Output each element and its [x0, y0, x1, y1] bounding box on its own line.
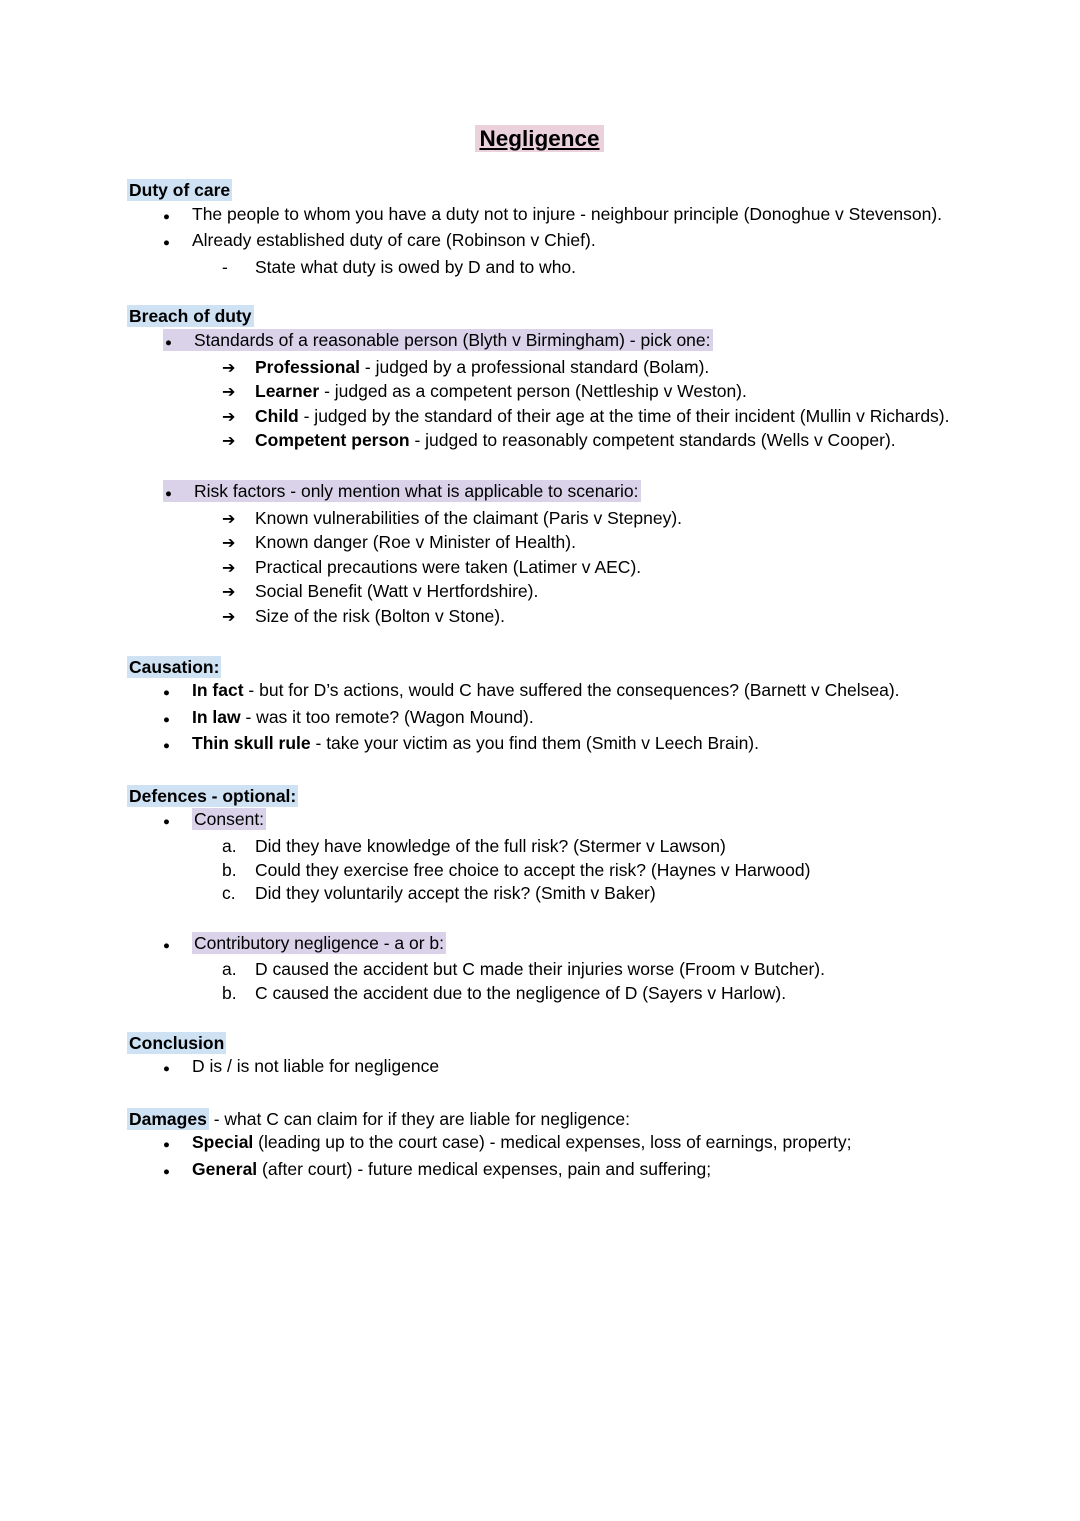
arrow-bullet-icon: ➔	[222, 559, 236, 577]
list-item	[127, 580, 952, 605]
arrow-bullet-icon: ➔	[222, 408, 236, 426]
text-segment: Standards of a reasonable person (Blyth v Birmingham) - pick one:	[194, 329, 711, 350]
bullet-icon: ●	[165, 487, 172, 500]
text-segment: Defences - optional:	[129, 785, 297, 806]
list-item	[127, 958, 952, 982]
arrow-bullet-icon: ➔	[222, 433, 236, 451]
document-page	[0, 124, 1080, 1521]
list-item	[127, 203, 952, 230]
list-item	[127, 507, 952, 532]
section-heading	[127, 1108, 952, 1132]
text-segment: Special	[192, 1132, 254, 1153]
list-item	[127, 679, 952, 706]
text-segment: Causation:	[129, 656, 220, 677]
list-item	[127, 531, 952, 556]
arrow-bullet-icon: ➔	[222, 384, 236, 402]
text-segment: State what duty is owed by D and to who.	[255, 256, 577, 277]
list-item	[127, 732, 952, 759]
text-segment: - judged by the standard of their age at the time of their incident (Mullin v Richards).	[298, 405, 950, 426]
text-segment: Competent person	[255, 430, 410, 451]
text-segment: Known vulnerabilities of the claimant (Paris v Stepney).	[255, 507, 683, 528]
text-segment: Professional	[255, 356, 361, 377]
text-segment: Did they voluntarily accept the risk? (Smith v Baker)	[255, 883, 656, 904]
text-segment: Breach of duty	[129, 306, 252, 327]
arrow-bullet-icon: ➔	[222, 510, 236, 528]
text-segment: In fact	[192, 680, 244, 701]
text-segment: General	[192, 1159, 258, 1179]
bullet-icon: ●	[163, 816, 170, 829]
text-segment: - was it too remote? (Wagon Mound).	[240, 706, 534, 727]
text-segment: Already established duty of care (Robinson v Chief).	[192, 230, 596, 251]
text-segment: Learner	[255, 381, 320, 402]
list-item	[127, 982, 952, 1006]
list-item	[127, 1055, 952, 1082]
text-segment: Practical precautions were taken (Latimer v AEC).	[255, 556, 642, 577]
text-segment: - but for D’s actions, would C have suffered the consequences? (Barnett v Chelsea).	[243, 680, 900, 701]
text-segment: The people to whom you have a duty not to injure - neighbour principle (Donoghue v Stevenson).	[192, 203, 943, 224]
list-item	[127, 405, 952, 430]
bullet-icon: ●	[163, 687, 170, 700]
section-heading	[127, 179, 952, 203]
text-segment: Child	[255, 405, 299, 426]
text-segment: C caused the accident due to the negligence of D (Sayers v Harlow).	[255, 983, 787, 1004]
arrow-bullet-icon: ➔	[222, 584, 236, 602]
text-segment: Thin skull rule	[192, 733, 311, 754]
text-segment: Social Benefit (Watt v Hertfordshire).	[255, 581, 539, 602]
list-item	[127, 706, 952, 733]
section-heading	[127, 656, 952, 680]
bullet-icon: ●	[163, 713, 170, 726]
text-segment: Could they exercise free choice to accept the risk? (Haynes v Harwood)	[255, 859, 811, 880]
arrow-bullet-icon: ➔	[222, 359, 236, 377]
list-item	[127, 429, 952, 454]
section-heading	[127, 785, 952, 809]
text-segment: Contributory negligence - a or b:	[194, 932, 444, 953]
text-segment: - judged to reasonably competent standards (Wells v Cooper).	[409, 430, 896, 451]
highlighted-line	[163, 480, 641, 502]
bullet-icon: ●	[163, 1166, 170, 1178]
arrow-bullet-icon: ➔	[222, 608, 236, 626]
list-item	[127, 932, 952, 959]
list-item	[127, 256, 952, 280]
text-segment: Conclusion	[129, 1032, 225, 1053]
bullet-icon: ●	[163, 740, 170, 753]
list-item	[127, 229, 952, 256]
list-item	[127, 882, 952, 906]
text-segment: - take your victim as you find them (Smith v Leech Brain).	[310, 733, 760, 754]
letter-marker: b.	[222, 859, 237, 880]
dash-marker: -	[222, 256, 228, 277]
text-segment: Risk factors - only mention what is applicable to scenario:	[194, 480, 639, 501]
letter-marker: a.	[222, 836, 237, 857]
text-segment: (leading up to the court case) - medical expenses, loss of earnings, property;	[253, 1132, 852, 1153]
list-item	[127, 808, 952, 835]
bullet-icon: ●	[165, 336, 172, 349]
text-segment: Damages	[129, 1108, 207, 1129]
text-segment: - what C can claim for if they are liable for negligence:	[208, 1108, 630, 1129]
list-item	[127, 605, 952, 630]
document-body	[127, 179, 952, 1185]
text-segment: (after court) - future medical expenses, pain and suffering;	[257, 1159, 712, 1179]
document-title	[127, 124, 952, 153]
text-segment: Did they have knowledge of the full risk? (Stermer v Lawson)	[255, 836, 726, 857]
bullet-icon: ●	[163, 210, 170, 223]
letter-marker: a.	[222, 959, 237, 980]
highlighted-line	[163, 329, 713, 351]
list-item	[127, 556, 952, 581]
list-item	[127, 1158, 952, 1185]
text-segment: D is / is not liable for negligence	[192, 1056, 440, 1077]
text-segment: D caused the accident but C made their injuries worse (Froom v Butcher).	[255, 959, 825, 980]
list-item	[127, 356, 952, 381]
text-segment: In law	[192, 706, 241, 727]
text-segment: - judged by a professional standard (Bolam).	[360, 356, 710, 377]
text-segment: Duty of care	[129, 180, 231, 200]
letter-marker: c.	[222, 883, 236, 904]
list-item	[127, 380, 952, 405]
bullet-icon: ●	[163, 237, 170, 250]
section-heading	[127, 305, 952, 329]
list-item	[127, 329, 952, 356]
document-title-text: Negligence	[475, 125, 603, 152]
text-segment: - judged as a competent person (Nettleship v Weston).	[319, 381, 747, 402]
list-item	[127, 480, 952, 507]
text-segment: Consent:	[194, 809, 265, 830]
text-segment: Known danger (Roe v Minister of Health).	[255, 532, 576, 553]
bullet-icon: ●	[163, 1063, 170, 1076]
bullet-icon: ●	[163, 939, 170, 952]
arrow-bullet-icon: ➔	[222, 535, 236, 553]
text-segment: Size of the risk (Bolton v Stone).	[255, 605, 505, 626]
letter-marker: b.	[222, 983, 237, 1004]
bullet-icon: ●	[163, 1139, 170, 1152]
list-item	[127, 859, 952, 883]
list-item	[127, 1131, 952, 1158]
list-item	[127, 835, 952, 859]
section-heading	[127, 1032, 952, 1056]
